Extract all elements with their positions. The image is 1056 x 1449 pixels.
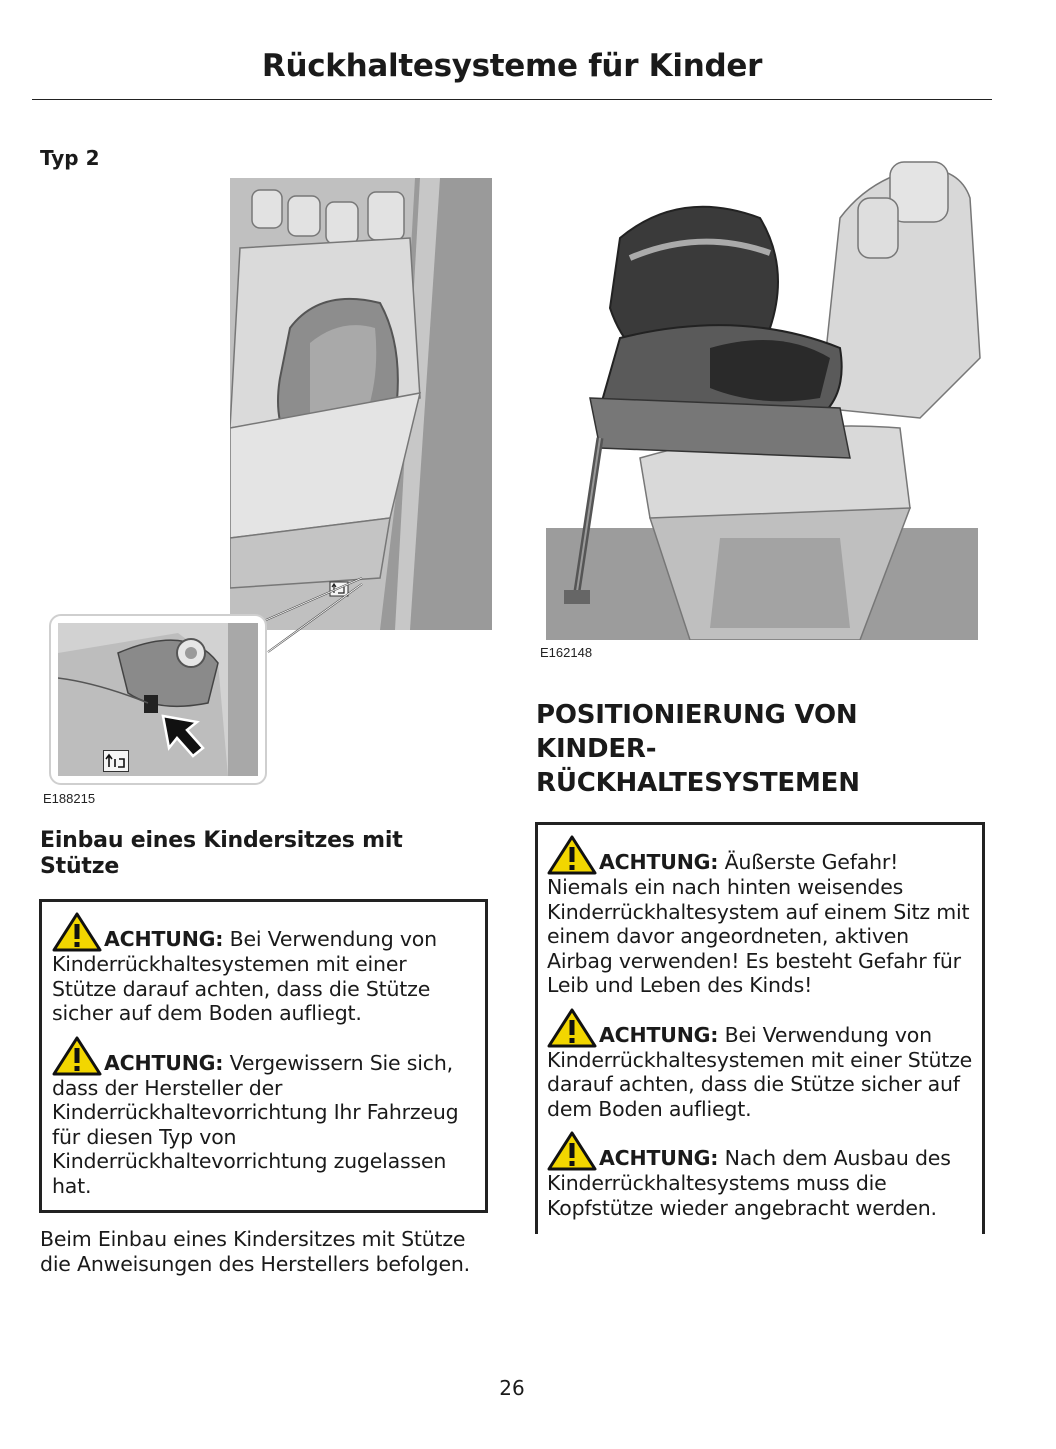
arrow-pointer-icon bbox=[149, 702, 209, 762]
section-heading-positionierung: POSITIONIERUNG VON KINDER-RÜCKHALTESYSTEMEN bbox=[536, 700, 860, 798]
warning-item: ACHTUNG: Bei Verwendung von Kinderrückhaltesystemen mit einer Stütze darauf achten, dass die Stütze sicher auf dem Boden aufliegt. bbox=[547, 1008, 974, 1122]
callout-lines bbox=[262, 560, 372, 660]
warning-item: ACHTUNG: Nach dem Ausbau des Kinderrückhaltesystems muss die Kopfstütze wieder angebracht werden. bbox=[547, 1131, 974, 1220]
warning-triangle-icon bbox=[547, 835, 597, 875]
subheading-typ: Typ 2 bbox=[40, 146, 100, 170]
page-number: 26 bbox=[499, 1376, 525, 1400]
warning-triangle-icon bbox=[547, 1131, 597, 1171]
inset-detail-frame bbox=[49, 614, 267, 785]
support-leg-illustration bbox=[540, 158, 984, 640]
title-rule bbox=[32, 99, 992, 100]
warning-triangle-icon bbox=[52, 1036, 102, 1076]
figure-code-right: E162148 bbox=[540, 645, 593, 660]
warning-box-left bbox=[39, 899, 488, 1213]
warning-triangle-icon bbox=[547, 1008, 597, 1048]
section-heading-einbau: Einbau eines Kindersitzes mit Stütze bbox=[40, 828, 403, 879]
figure-code-left: E188215 bbox=[43, 791, 96, 806]
warning-triangle-icon bbox=[52, 912, 102, 952]
warning-item: ACHTUNG: Vergewissern Sie sich, dass der Hersteller der Kinderrückhaltevorrichtung Ihr Fahrzeug für diesen Typ von Kinderrückhaltevorrichtung zugelassen hat. bbox=[52, 1036, 477, 1199]
isofix-anchor-icon bbox=[103, 750, 129, 772]
page-title: Rückhaltesysteme für Kinder bbox=[261, 48, 763, 84]
warning-box-right bbox=[535, 822, 985, 1234]
warning-item: ACHTUNG: Äußerste Gefahr! Niemals ein nach hinten weisendes Kinderrückhaltesystem auf einem Sitz mit einem davor angeordneten, aktiven Airbag verwenden! Es besteht Gefahr für Leib und Leben des Kinds! bbox=[547, 835, 974, 998]
body-paragraph: Beim Einbau eines Kindersitzes mit Stütze die Anweisungen des Herstellers befolgen. bbox=[40, 1227, 470, 1276]
warning-item: ACHTUNG: Bei Verwendung von Kinderrückhaltesystemen mit einer Stütze darauf achten, dass die Stütze sicher auf dem Boden aufliegt. bbox=[52, 912, 477, 1026]
